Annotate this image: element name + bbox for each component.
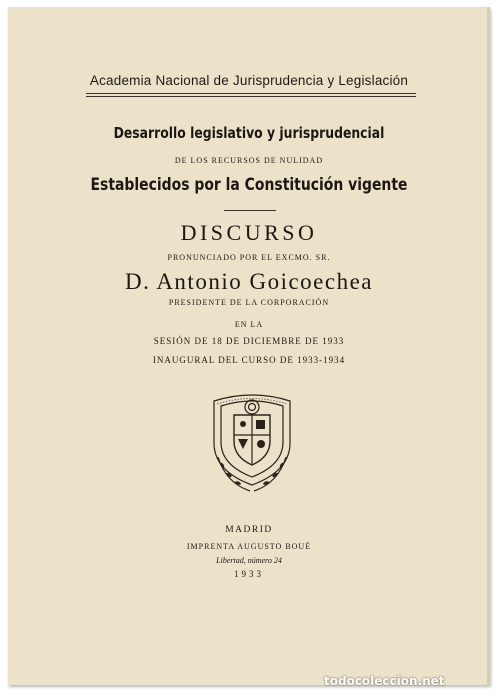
author-role: PRESIDENTE DE LA CORPORACIÓN	[168, 298, 330, 307]
academy-name: Academia Nacional de Jurisprudencia y Legislación	[89, 73, 409, 88]
in-the: EN LA	[234, 320, 264, 329]
academy-crest-emblem	[204, 387, 300, 495]
book-cover	[8, 7, 490, 685]
city: MADRID	[225, 525, 273, 535]
title-line-2: DE LOS RECURSOS DE NULIDAD	[174, 156, 324, 165]
divider-top-double	[86, 96, 416, 97]
session-date: SESIÓN DE 18 DE DICIEMBRE DE 1933	[153, 336, 345, 346]
inaugural-course: INAUGURAL DEL CURSO DE 1933-1934	[152, 355, 346, 365]
divider-top	[86, 93, 416, 94]
printer-address: Libertad, número 24	[216, 556, 282, 565]
paper-edge	[487, 7, 490, 685]
title-line-1: Desarrollo legislativo y jurisprudencial	[113, 124, 385, 142]
divider-short	[224, 210, 276, 211]
title-line-3: Establecidos por la Constitución vigente	[90, 175, 408, 195]
printer: IMPRENTA AUGUSTO BOUÉ	[186, 542, 312, 551]
pronounced-by: PRONUNCIADO POR EL EXCMO. SR.	[167, 253, 331, 262]
publication-year: 1933	[234, 569, 264, 579]
watermark: todocoleccion.net	[324, 674, 445, 688]
discourse-heading: DISCURSO	[180, 220, 318, 245]
author-name: D. Antonio Goicoechea	[124, 269, 374, 294]
